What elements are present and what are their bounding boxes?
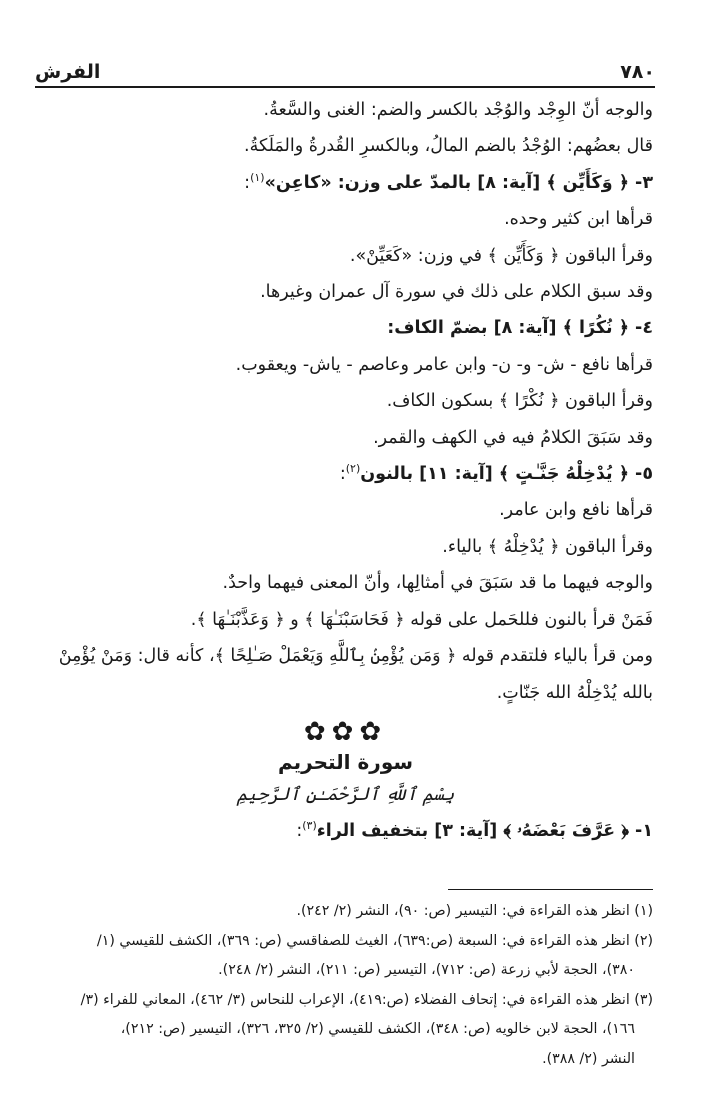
reading-heading: ١- ﴿ عَرَّفَ بَعْضَهُۥ ﴾ [آية: ٣] بتخفيف الراء: [316, 820, 653, 841]
footnote-line: النشر (٢/ ٣٨٨).: [542, 1050, 635, 1067]
text-line: قرأها ابن كثير وحده.: [504, 209, 653, 230]
footnote-line: ١٦٦)، الحجة لابن خالويه (ص: ٣٤٨)، الكشف للقيسي (٢/ ٣٢٥، ٣٢٦)، التيسير (ص: ٢١٢)،: [120, 1021, 635, 1037]
footnote-mark: (٣): [302, 819, 317, 833]
reading-heading: ٥- ﴿ يُدْخِلْهُ جَنَّـٰتٍ ﴾ [آية: ١١] بالنون: [360, 464, 653, 485]
text-line: قال بعضُهم: الوُجْدُ بالضم المالُ، وبالكسرِ القُدرةُ والمَلَكةُ.: [244, 136, 653, 157]
text-line: قرأها نافع - ش- و- ن- وابن عامر وعاصم - ياش- ويعقوب.: [235, 354, 653, 375]
footnotes: [38, 897, 653, 1074]
text-line: والوجه فيهما ما قد سَبَقَ في أمثالِها، وأنّ المعنى فيهما واحدٌ.: [222, 573, 653, 594]
text-line: بالله يُدْخِلْهُ الله جَنّاتٍ.: [496, 682, 653, 703]
text-line: وقرأ الباقون ﴿ وَكَأَيِّن ﴾ في وزن: «كَعَيِّنْ».: [349, 245, 653, 266]
footnote-divider: [448, 889, 653, 890]
footnote-mark: (١): [250, 170, 265, 184]
reading-heading: ٤- ﴿ نُكُرًا ﴾ [آية: ٨] بضمّ الكاف:: [387, 318, 653, 339]
text-line: قرأها نافع وابن عامر.: [499, 500, 653, 521]
footnote-line: ٣٨٠)، الحجة لأبي زرعة (ص: ٧١٢)، التيسير (ص: ٢١١)، النشر (٢/ ٢٤٨).: [218, 962, 635, 978]
footnote-line: (٣) انظر هذه القراءة في: إتحاف الفضلاء (ص:٤١٩)، الإعراب للنحاس (٣/ ٤٦٢)، المعاني للفراء (٣/: [80, 991, 653, 1008]
text-line: ١- ﴿ عَرَّفَ بَعْضَهُۥ ﴾ [آية: ٣] بتخفيف الراء$^{(٣)}$:: [296, 819, 653, 841]
footnote-line: (٢) انظر هذه القراءة في: السبعة (ص:٦٣٩)، الغيث للصفاقسي (ص: ٣٦٩)، الكشف للقيسي (١/: [96, 932, 653, 949]
sura-title: سورة التحريم: [277, 749, 414, 774]
text-line: والوجه أنّ الوِجْد والوُجْد بالكسر والضم: الغنى والسَّعةُ.: [263, 100, 653, 120]
text-line: وقرأ الباقون ﴿ يُدْخِلْهُ ﴾ بالياء.: [442, 536, 653, 557]
chapter-title: الفرش: [35, 61, 101, 83]
text-line: وقرأ الباقون ﴿ نُكْرًا ﴾ بسكون الكاف.: [386, 391, 653, 412]
text-line: ٥- ﴿ يُدْخِلْهُ جَنَّـٰتٍ ﴾ [آية: ١١] بالنون$^{(٢)}$:: [339, 462, 653, 485]
text-line: ٣- ﴿ وَكَأَيِّن ﴾ [آية: ٨] بالمدّ على وزن: «كاعِن»$^{(١)}$:: [244, 170, 653, 193]
text-line: وقد سبق الكلام على ذلك في سورة آل عمران وغيرها.: [260, 282, 653, 303]
footnote-line: (١) انظر هذه القراءة في: التيسير (ص: ٩٠)، النشر (٢/ ٢٤٢).: [296, 903, 653, 919]
running-header: [35, 58, 655, 88]
text-line: ومن قرأ بالياء فلتقدم قوله ﴿ وَمَن يُؤْمِنۢ بِٱللَّهِ وَيَعْمَلْ صَـٰلِحًا ﴾، كأنه قال: وَمَنْ يُؤْمِنْ: [58, 646, 653, 667]
page-number: ٧٨٠: [620, 61, 655, 83]
text-line: وقد سَبَقَ الكلامُ فيه في الكهف والقمر.: [373, 427, 653, 448]
reading-heading: ٣- ﴿ وَكَأَيِّن ﴾ [آية: ٨] بالمدّ على وزن: «كاعِن»: [264, 172, 653, 193]
basmala: بِسْمِ ٱللَّهِ ٱلرَّحْمَـٰنِ ٱلرَّحِيمِ: [236, 783, 455, 805]
main-text: [38, 92, 653, 849]
text-line: فَمَنْ قرأ بالنون فللحَمل على قوله ﴿ فَحَاسَبْنَـٰهَا ﴾ و ﴿ وَعَذَّبْنَـٰهَا ﴾.: [190, 609, 653, 630]
ornament-stars-icon: ✿✿✿: [303, 716, 388, 747]
footnote-mark: (٢): [345, 462, 361, 476]
